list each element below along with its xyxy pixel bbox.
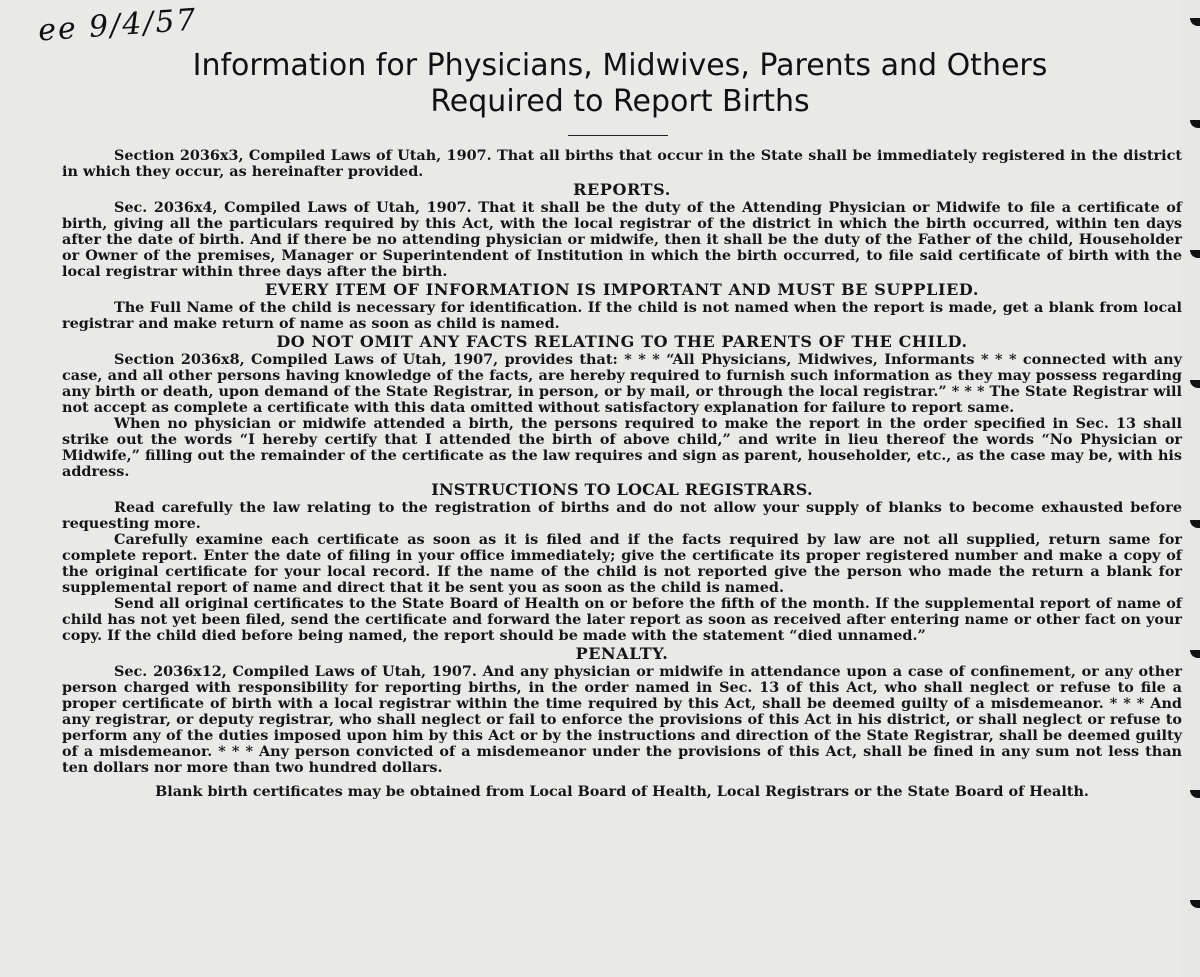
section-no-physician-text: When no physician or midwife attended a birth, the persons required to make the report in the order specified in Sec. 13 shall strike out the words “I hereby certify that I attended the birth of above child,” and write in lieu thereof the words “No Physician or Midwife,” filling out the remainder of the certificate as the law requires and sign as parent, householder, etc., as the case may be, with his address. <box>62 415 1182 480</box>
edge-notch <box>1190 650 1200 658</box>
edge-notch <box>1190 790 1200 798</box>
section-intro-text: Section 2036x3, Compiled Laws of Utah, 1907. That all births that occur in the State shall be immediately registered in the district in which they occur, as hereinafter provided. <box>62 147 1182 180</box>
heading-reports: REPORTS. <box>573 180 671 199</box>
edge-notch <box>1190 900 1200 908</box>
edge-notch <box>1190 120 1200 128</box>
section-penalty-text: Sec. 2036x12, Compiled Laws of Utah, 1907. And any physician or midwife in attendance upon a case of confinement, or any other person charged with responsibility for reporting births, in the order named in Sec. 13 of this Act, who shall neglect or refuse to file a proper certificate of birth with a local registrar within the time required by this Act, shall be deemed guilty of a misdemeanor. * * * And any registrar, or deputy registrar, who shall neglect or fail to enforce the provisions of this Act in his district, or shall neglect or refuse to perform any of the duties imposed upon him by this Act or by the instructions and direction of the State Registrar, shall be deemed guilty of a misdemeanor. * * * Any person convicted of a misdemeanor under the provisions of this Act, shall be fined in any sum not less than ten dollars nor more than two hundred dollars. <box>62 663 1182 776</box>
title-line-2: Required to Report Births <box>430 84 810 119</box>
handwritten-annotation: ee 9/4/57 <box>36 2 199 49</box>
torn-edge <box>1180 0 1200 977</box>
section-reports-text: Sec. 2036x4, Compiled Laws of Utah, 1907. That it shall be the duty of the Attending Physician or Midwife to file a certificate of birth, giving all the particulars required by this Act, with the local registrar of the district in which the birth occurred, within ten days after the date of birth. And if there be no attending physician or midwife, then it shall be the duty of the Father of the child, Householder or Owner of the premises, Manager or Superintendent of Institution in which the birth occurred, to file said certificate of birth with the local registrar within three days after the birth. <box>62 199 1182 280</box>
footer-note: Blank birth certificates may be obtained from Local Board of Health, Local Registrars or the State Board of Health. <box>155 783 1089 800</box>
heading-every-item: EVERY ITEM OF INFORMATION IS IMPORTANT AND MUST BE SUPPLIED. <box>265 280 979 299</box>
heading-do-not-omit: DO NOT OMIT ANY FACTS RELATING TO THE PARENTS OF THE CHILD. <box>276 332 968 351</box>
heading-instructions: INSTRUCTIONS TO LOCAL REGISTRARS. <box>431 480 813 499</box>
edge-notch <box>1190 380 1200 388</box>
instructions-paragraph-2: Carefully examine each certificate as soon as it is filed and if the facts required by law are not all supplied, return same for complete report. Enter the date of filing in your office immediately; give the certificate its proper registered number and make a copy of the original certificate for your local record. If the name of the child is not reported give the person who made the return a blank for supplemental report of name and direct that it be sent you as soon as the child is named. <box>62 531 1182 596</box>
edge-notch <box>1190 520 1200 528</box>
edge-notch <box>1190 250 1200 258</box>
section-every-item-text: The Full Name of the child is necessary for identification. If the child is not named when the report is made, get a blank from local registrar and make return of name as soon as child is named. <box>62 299 1182 332</box>
document-body <box>62 148 1182 800</box>
title-line-1: Information for Physicians, Midwives, Parents and Others <box>192 48 1048 83</box>
instructions-paragraph-1: Read carefully the law relating to the registration of births and do not allow your supply of blanks to become exhausted before requesting more. <box>62 499 1182 532</box>
section-do-not-omit-text: Section 2036x8, Compiled Laws of Utah, 1907, provides that: * * * “All Physicians, Midwives, Informants * * * connected with any case, and all other persons having knowledge of the facts, are hereby required to furnish such information as they may possess regarding any birth or death, upon demand of the State Registrar, in person, or by mail, or through the local registrar.” * * * The State Registrar will not accept as complete a certificate with this data omitted without satisfactory explanation for failure to report same. <box>62 351 1182 416</box>
instructions-paragraph-3: Send all original certificates to the State Board of Health on or before the fifth of the month. If the supplemental report of name of child has not yet been filed, send the certificate and forward the later report as soon as received after entering name or other fact on your copy. If the child died before being named, the report should be made with the statement “died unnamed.” <box>62 595 1182 644</box>
heading-penalty: PENALTY. <box>575 644 669 663</box>
document-title <box>120 48 1120 120</box>
edge-notch <box>1190 18 1200 26</box>
title-rule <box>568 135 668 136</box>
